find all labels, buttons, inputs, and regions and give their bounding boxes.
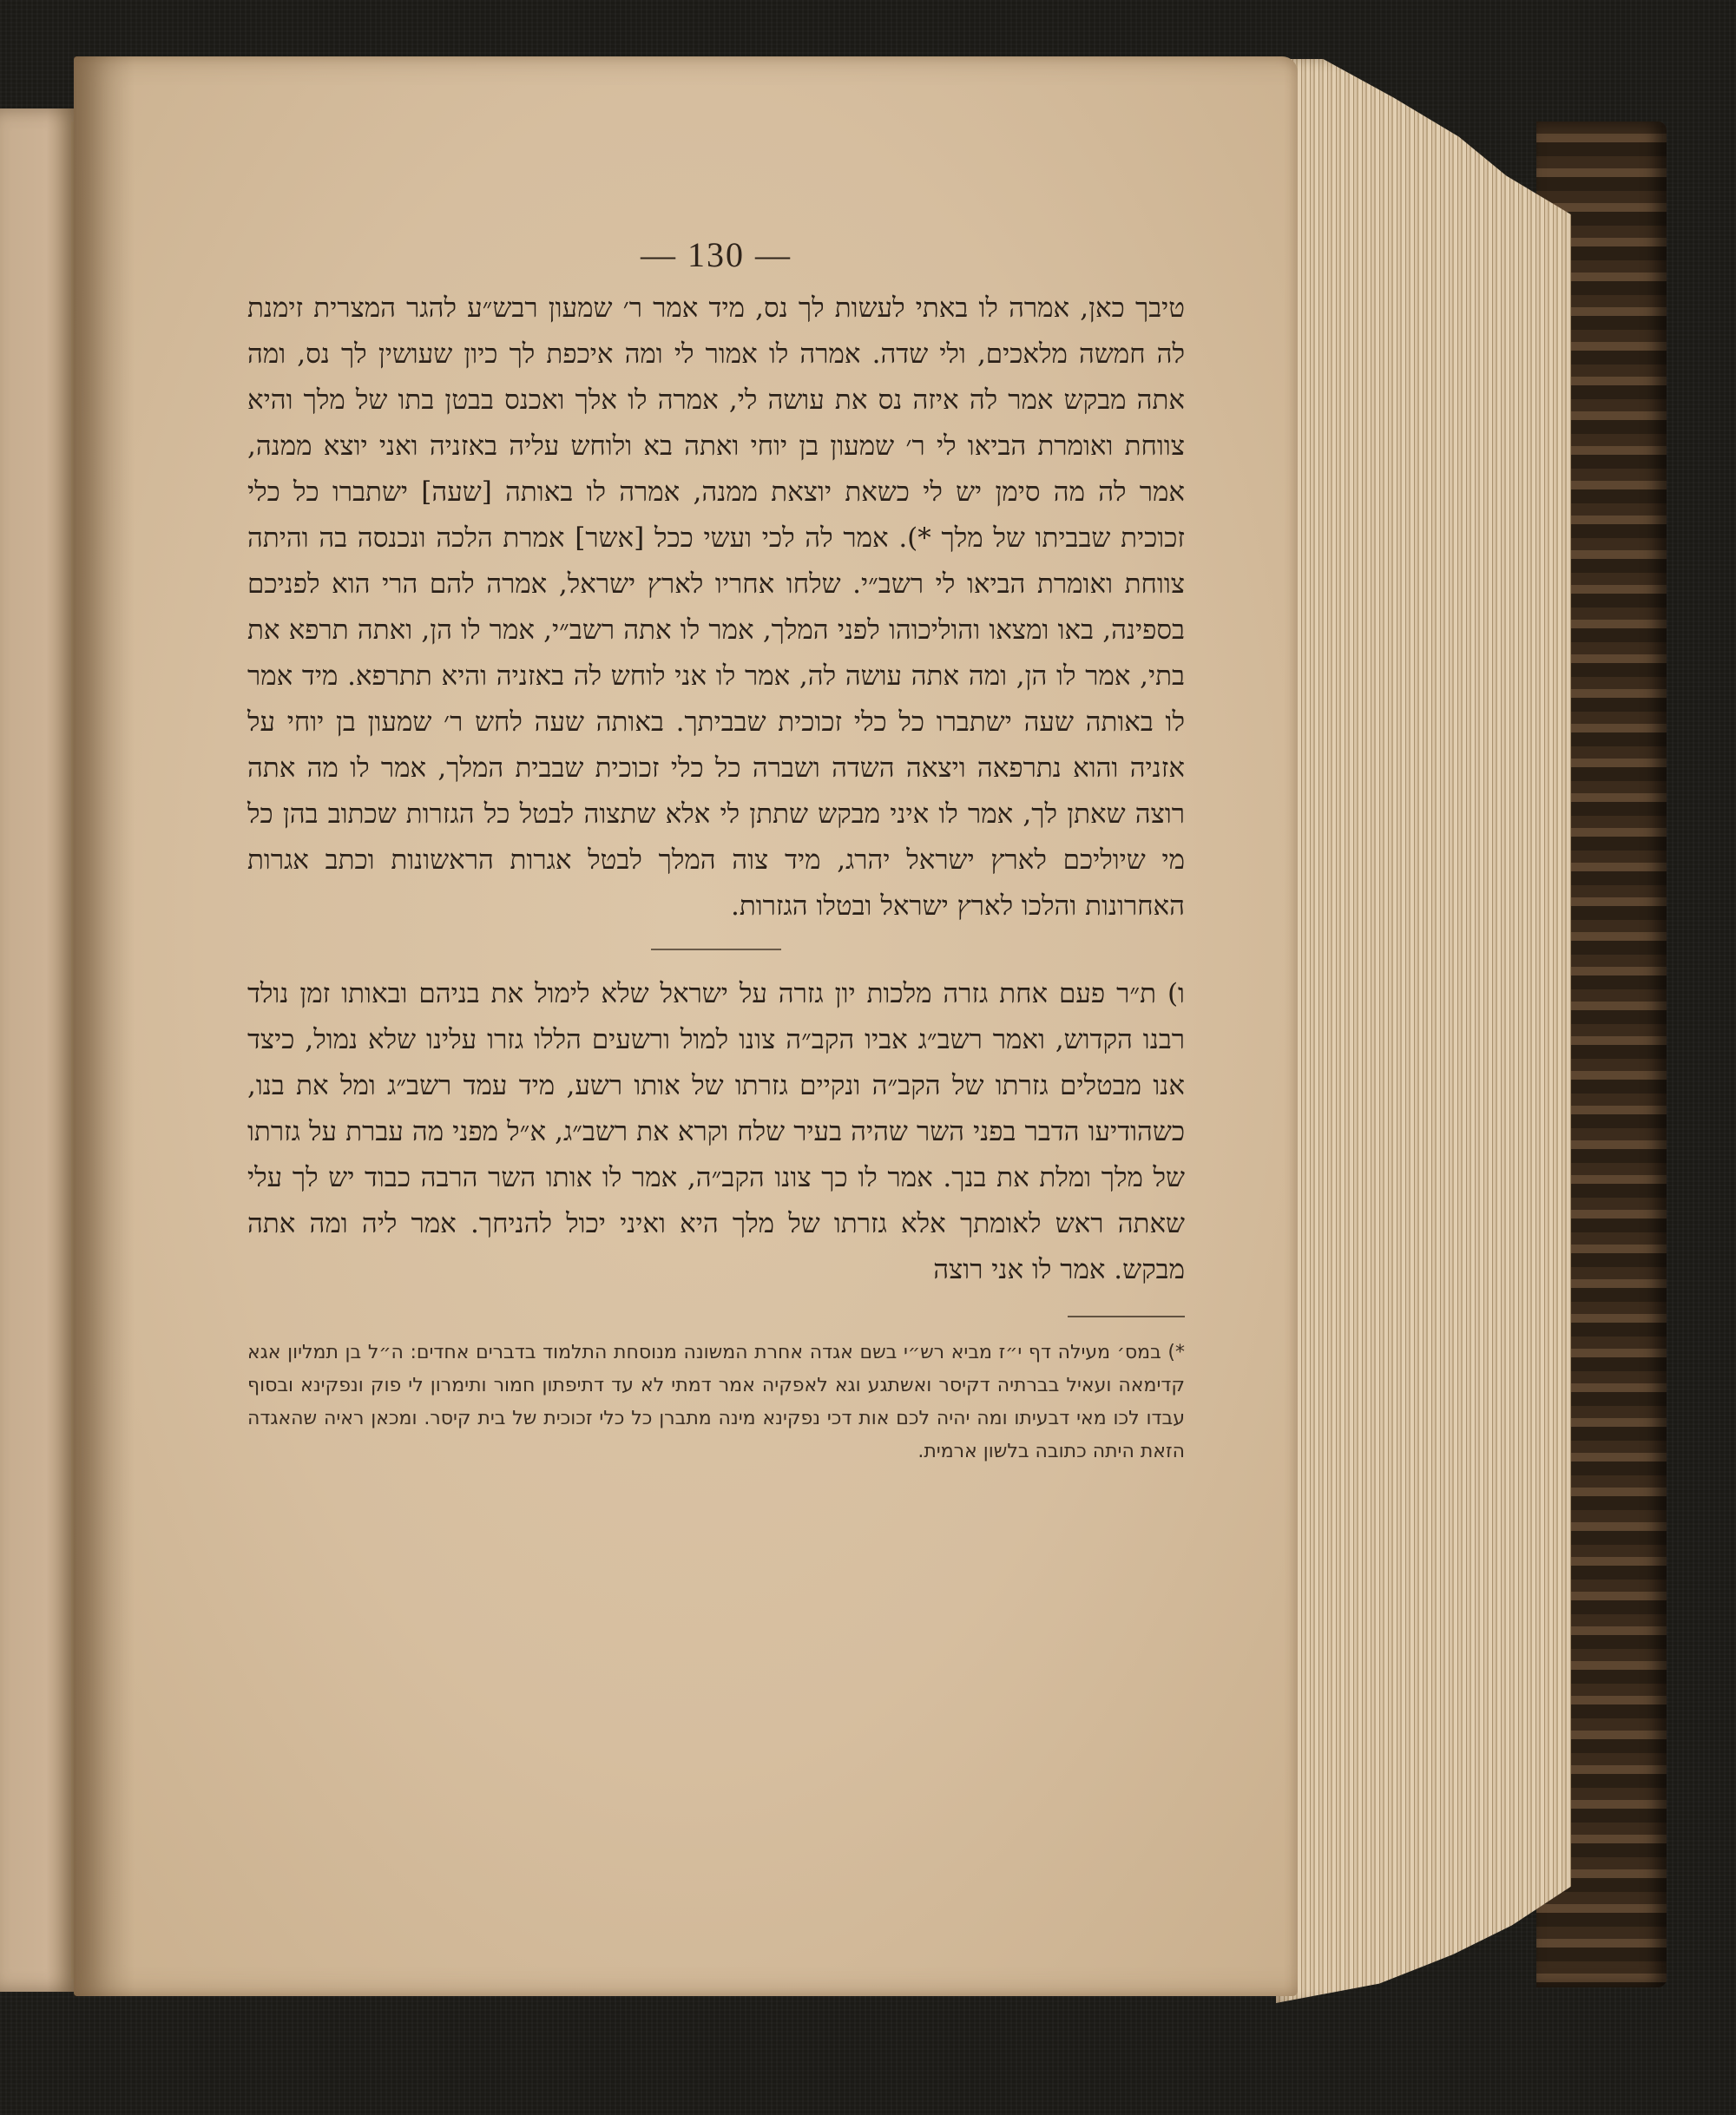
paragraph-story: טיבך כאן, אמרה לו באתי לעשות לך נס, מיד אמר ר׳ שמעון רבש״ע להגר המצרית זימנת לה חמשה מלאכים, ולי שדה. אמרה לו אמור לי ומה איכפת לך כיון שעושין לך נס, ומה אתה מבקש אמר לה איזה נס את עושה לי, אמרה לו אלך ואכנס בבטן בתו של מלך והיא צווחת ואומרת הביאו לי ר׳ שמעון בן יוחי ואתה בא ולוחש עליה באזניה ואני יוצא ממנה, אמר לה מה סימן יש לי כשאת יוצאת ממנה, אמרה לו באותה [שעה] ישתברו כל כלי זכוכית שבביתו של מלך *). אמר לה לכי ועשי ככל [אשר] אמרת הלכה ונכנסה בה והיתה צווחת ואומרת הביאו לי רשב״י. שלחו אחריו לארץ ישראל, אמרה להם הרי הוא לפניכם בספינה, באו ומצאו והוליכוהו לפני המלך, אמר לו אתה רשב״י, אמר לו הן, ואתה תרפא את בתי, אמר לו הן, ומה אתה עושה לה, אמר לו אני לוחש לה באזניה והיא תתרפא. מיד אמר לו באותה שעה ישתברו כל כלי זכוכית שבביתך. באותה שעה לחש ר׳ שמעון בן יוחי על אזניה והוא נתרפאה ויצאה השדה ושברה כל כלי זכוכית שבבית המלך, אמר לו מה אתה רוצה שאתן לך, אמר לו איני מבקש שתתן לי אלא שתצוה לבטל כל הגזרות שכתוב בהן כל מי שיוליכם לארץ ישראל יהרג, מיד צוה המלך לבטל אגרות הראשונות וכתב אגרות האחרונות והלכו לארץ ישראל ובטלו הגזרות. bbox=[247, 292, 1185, 922]
book-page bbox=[74, 56, 1298, 1996]
footnote: *) במס׳ מעילה דף י״ז מביא רש״י בשם אגדה אחרת המשונה מנוסחת התלמוד בדברים אחדים: ה״ל בן תמליון אגא קדימאה ועאיל בברתיה דקיסר ואשתגע וגא לאפקיה אמר דמתי לא עד דתיפתון חמור ותימרון לי פוק ונפקינא ובסוף עבדו לכו מאי דבעיתו ומה יהיה לכם אות דכי נפקינא מינה מתברן כל כלי זכוכית של בית קיסר. ומכאן ראיה שהאגדה הזאת היתה כתובה בלשון ארמית. bbox=[247, 1342, 1185, 1462]
left-page-edge bbox=[0, 108, 78, 1992]
gutter-shadow bbox=[74, 56, 135, 1996]
page-content bbox=[247, 234, 1185, 1468]
section-divider bbox=[651, 949, 781, 950]
page-number: — 130 — bbox=[641, 235, 792, 274]
page-edges-stack bbox=[1276, 59, 1571, 2003]
paragraph-circumcision: ו) ת״ר פעם אחת גזרה מלכות יון גזרה על ישראל שלא לימול את בניהם ובאותו זמן נולד רבנו הקדוש, ואמר רשב״ג אביו הקב״ה צונו למול ורשעים הללו גזרו עלינו שלא נמול, כיצד אנו מבטלים גזרתו של הקב״ה ונקיים גזרתו של אותו רשע, מיד עמד רשב״ג ומל את בנו, כשהודיעו הדבר בפני השר שהיה בעיר שלח וקרא את רשב״ג, א״ל מפני מה עברת על גזרתו של מלך ומלת את בנך. אמר לו כך צונו הקב״ה, אמר לו אותו השר הרבה כבוד יש לך עלי שאתה ראש לאומתך אלא גזרתו של מלך היא ואיני יכול להניחך. אמר ליה ומה אתה מבקש. אמר לו אני רוצה bbox=[247, 978, 1186, 1285]
footnote-rule bbox=[1068, 1316, 1185, 1317]
